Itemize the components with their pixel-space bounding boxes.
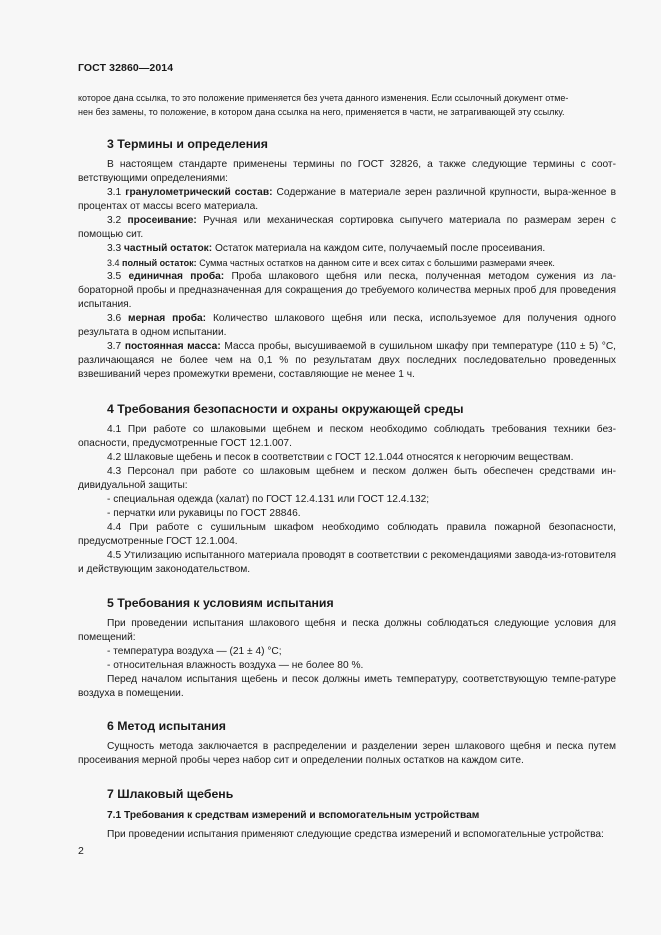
section-4-item-4: 4.4 При работе с сушильным шкафом необходимо соблюдать правила пожарной безопасности, предусмотренные ГОСТ 12.1.004. bbox=[78, 522, 616, 547]
term-3-2-name: просеивание: bbox=[127, 215, 197, 226]
document-body bbox=[78, 91, 616, 842]
term-3-4: 3.4 полный остаток: Сумма частных остатков на данном сите и всех ситах с большими размерами ячеек. bbox=[107, 258, 555, 268]
term-3-4-name: полный остаток: bbox=[122, 258, 197, 268]
section-4-item-2: 4.2 Шлаковые щебень и песок в соответствии с ГОСТ 12.1.044 относятся к негорючим веществам. bbox=[107, 452, 574, 463]
section-7-title: 7 Шлаковый щебень bbox=[107, 787, 234, 801]
page-number: 2 bbox=[78, 845, 84, 857]
section-4-item-5: 4.5 Утилизацию испытанного материала проводят в соответствии с рекомендациями завода-из-готовителя и действующим законодательством. bbox=[78, 550, 616, 575]
document-header: ГОСТ 32860—2014 bbox=[78, 62, 174, 74]
term-3-7: 3.7 постоянная масса: Масса пробы, высушиваемой в сушильном шкафу при температуре (110 ± 5) °С, различающаяся не более чем на 0,1 % по результатам двух последних последовательно проведенных взвешиваний через промежутки времени, составляющие не менее 1 ч. bbox=[78, 341, 617, 380]
section-5-para-2: Перед началом испытания щебень и песок должны иметь температуру, соответствующую темпе-ратуре воздуха в помещении. bbox=[78, 674, 616, 699]
term-3-1-name: гранулометрический состав: bbox=[125, 187, 273, 198]
term-3-6-name: мерная проба: bbox=[128, 313, 207, 324]
intro-line-1: которое дана ссылка, то это положение применяется без учета данного изменения. Если ссылочный документ отме- bbox=[78, 93, 569, 103]
section-3-title: 3 Термины и определения bbox=[107, 137, 268, 151]
term-3-5: 3.5 единичная проба: Проба шлакового щебня или песка, полученная методом сужения из ла-бораторной пробы и предназначенная для сокращения до требуемого количества мерных проб для проведения испытания. bbox=[78, 271, 616, 310]
section-7-1-title: 7.1 Требования к средствам измерений и вспомогательным устройствам bbox=[107, 810, 480, 821]
section-6-title: 6 Метод испытания bbox=[107, 719, 226, 733]
section-5-dash-1: - температура воздуха — (21 ± 4) °С; bbox=[107, 646, 282, 657]
term-3-3-name: частный остаток: bbox=[124, 243, 213, 254]
section-4-item-3: 4.3 Персонал при работе со шлаковым щебнем и песком должен быть обеспечен средствами ин-дивидуальной защиты: bbox=[78, 466, 616, 491]
term-3-2: 3.2 просеивание: Ручная или механическая сортировка сыпучего материала по размерам зерен с помощью сит. bbox=[78, 215, 616, 240]
term-3-6: 3.6 мерная проба: Количество шлакового щебня или песка, используемое для получения одного результата в одном испытании. bbox=[78, 313, 616, 338]
term-3-1: 3.1 гранулометрический состав: Содержание в материале зерен различной крупности, выра-женное в процентах от массы всего материала. bbox=[78, 187, 616, 212]
section-3-intro: В настоящем стандарте применены термины по ГОСТ 32826, а также следующие термины с соот-ветствующими определениями: bbox=[78, 159, 616, 184]
section-5-dash-2: - относительная влажность воздуха — не более 80 %. bbox=[107, 660, 364, 671]
term-3-7-name: постоянная масса: bbox=[124, 341, 221, 352]
section-4-title: 4 Требования безопасности и охраны окружающей среды bbox=[107, 402, 464, 416]
section-6-para-1: Сущность метода заключается в распределении и разделении зерен шлакового щебня и песка путем просеивания мерной пробы через набор сит и определении полных остатков на каждом сите. bbox=[78, 741, 616, 766]
section-4-dash-1: - специальная одежда (халат) по ГОСТ 12.4.131 или ГОСТ 12.4.132; bbox=[107, 494, 430, 505]
section-7-para-1: При проведении испытания применяют следующие средства измерений и вспомогательные устройства: bbox=[107, 829, 604, 840]
section-4-dash-2: - перчатки или рукавицы по ГОСТ 28846. bbox=[107, 508, 301, 519]
term-3-5-name: единичная проба: bbox=[128, 271, 225, 282]
section-4-item-1: 4.1 При работе со шлаковыми щебнем и песком необходимо соблюдать требования техники без-опасности, предусмотренные ГОСТ 12.1.007. bbox=[78, 424, 616, 449]
term-3-3: 3.3 частный остаток: Остаток материала на каждом сите, получаемый после просеивания. bbox=[107, 243, 546, 254]
intro-line-2: нен без замены, то положение, в котором дана ссылка на него, применяется в части, не затрагивающей эту ссылку. bbox=[78, 107, 565, 117]
section-5-para-1: При проведении испытания шлакового щебня и песка должны соблюдаться следующие условия для помещений: bbox=[78, 618, 616, 643]
section-5-title: 5 Требования к условиям испытания bbox=[107, 596, 334, 610]
